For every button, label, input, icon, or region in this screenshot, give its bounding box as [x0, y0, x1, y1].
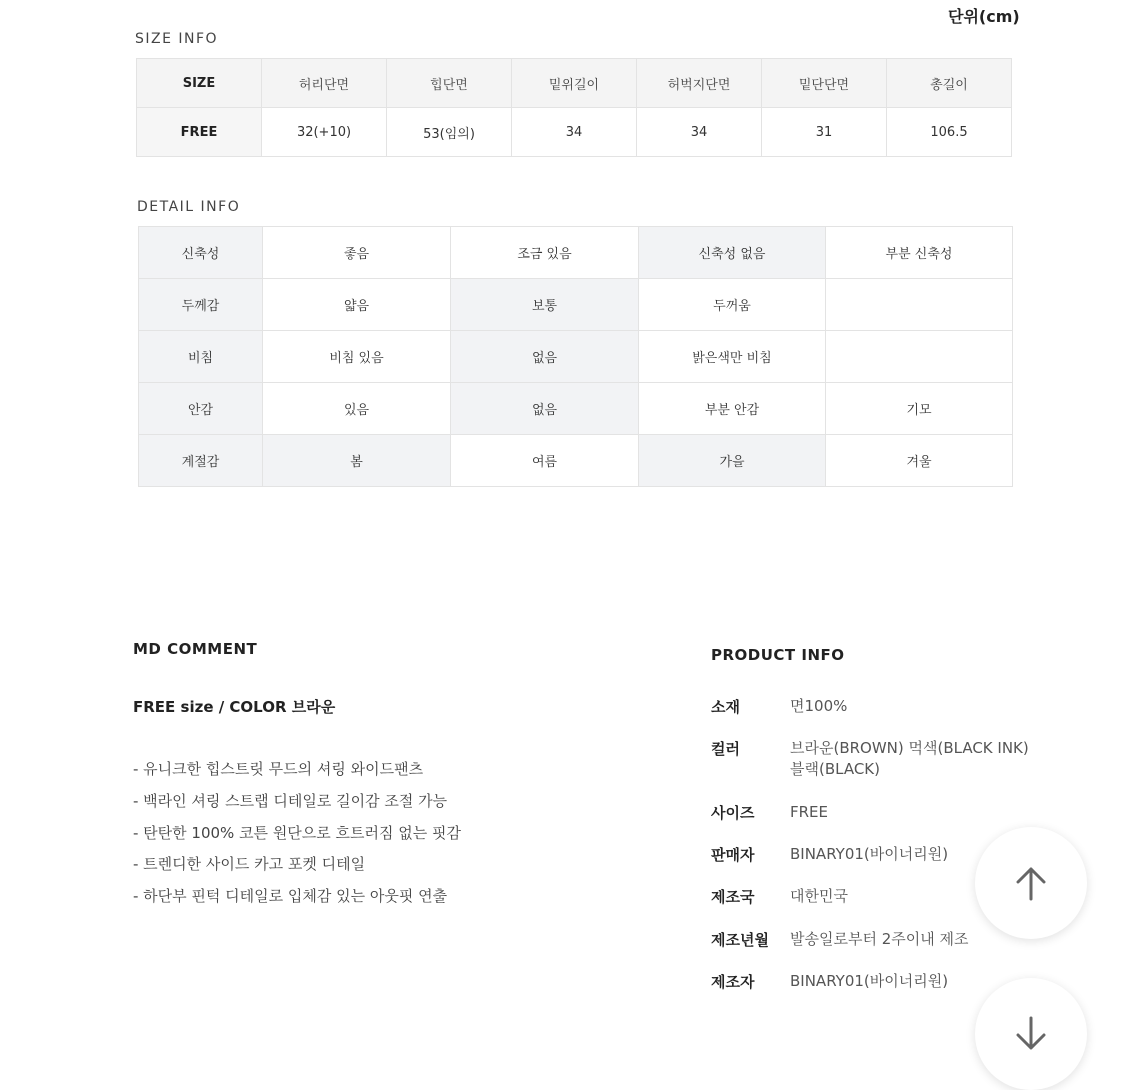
size-header-cell: 밑단단면	[762, 59, 887, 108]
detail-option: 있음	[263, 383, 451, 435]
detail-option: 얇음	[263, 279, 451, 331]
detail-table	[138, 226, 1013, 487]
detail-label: 안감	[139, 383, 263, 435]
info-key: 판매자	[711, 846, 755, 864]
arrow-up-icon	[1009, 861, 1053, 905]
detail-row	[139, 279, 1013, 331]
info-key: 소재	[711, 698, 740, 716]
product-info-title: PRODUCT INFO	[711, 646, 845, 664]
scroll-bottom-button[interactable]	[975, 978, 1087, 1090]
size-cell: FREE	[137, 108, 262, 157]
detail-option-selected: 보통	[451, 279, 639, 331]
detail-option: 기모	[826, 383, 1013, 435]
size-table	[136, 58, 1012, 157]
detail-option: 조금 있음	[451, 227, 639, 279]
detail-option	[826, 331, 1013, 383]
list-item: - 백라인 셔링 스트랩 디테일로 길이감 조절 가능	[133, 791, 448, 810]
size-header-row	[137, 59, 1012, 108]
detail-label: 신축성	[139, 227, 263, 279]
detail-option-selected: 없음	[451, 331, 639, 383]
detail-option: 부분 신축성	[826, 227, 1013, 279]
info-value: 브라운(BROWN) 먹색(BLACK INK)	[790, 739, 1029, 757]
detail-option-selected: 신축성 없음	[639, 227, 826, 279]
size-data-row	[137, 108, 1012, 157]
size-info-title: SIZE INFO	[135, 31, 219, 47]
info-value: 발송일로부터 2주이내 제조	[790, 930, 969, 948]
size-header-cell: 허리단면	[262, 59, 387, 108]
detail-option: 밝은색만 비침	[639, 331, 826, 383]
detail-row	[139, 383, 1013, 435]
md-comment-list	[133, 758, 461, 917]
detail-option: 부분 안감	[639, 383, 826, 435]
info-value: BINARY01(바이너리원)	[790, 972, 949, 990]
detail-option: 좋음	[263, 227, 451, 279]
info-key: 제조년월	[711, 931, 769, 949]
unit-label: 단위(cm)	[948, 7, 1020, 26]
detail-label: 비침	[139, 331, 263, 383]
detail-row	[139, 331, 1013, 383]
info-value: 대한민국	[790, 887, 848, 905]
info-value-line2: 블랙(BLACK)	[790, 760, 880, 778]
detail-option-selected: 가을	[639, 435, 826, 487]
info-key: 제조국	[711, 888, 755, 906]
detail-option-selected: 없음	[451, 383, 639, 435]
info-key: 컬러	[711, 740, 740, 758]
md-comment-subtitle: FREE size / COLOR 브라운	[133, 698, 336, 716]
info-value: 면100%	[790, 697, 848, 715]
detail-option: 겨울	[826, 435, 1013, 487]
size-cell: 34	[512, 108, 637, 157]
size-header-cell: 허벅지단면	[637, 59, 762, 108]
detail-option: 두꺼움	[639, 279, 826, 331]
size-header-cell: SIZE	[137, 59, 262, 108]
info-value: BINARY01(바이너리원)	[790, 845, 949, 863]
info-value: FREE	[790, 803, 829, 821]
detail-row	[139, 227, 1013, 279]
md-comment-title: MD COMMENT	[133, 640, 258, 658]
size-header-cell: 총길이	[887, 59, 1012, 108]
size-cell: 53(임의)	[387, 108, 512, 157]
detail-option-selected: 봄	[263, 435, 451, 487]
size-header-cell: 밑위길이	[512, 59, 637, 108]
list-item: - 유니크한 힙스트릿 무드의 셔링 와이드팬츠	[133, 760, 424, 778]
detail-info-title: DETAIL INFO	[137, 199, 241, 215]
arrow-down-icon	[1009, 1012, 1053, 1056]
detail-option	[826, 279, 1013, 331]
info-key: 사이즈	[711, 804, 755, 822]
size-cell: 31	[762, 108, 887, 157]
scroll-top-button[interactable]	[975, 827, 1087, 939]
size-cell: 106.5	[887, 108, 1012, 157]
list-item: - 탄탄한 100% 코튼 원단으로 흐트러짐 없는 핏감	[133, 823, 462, 842]
detail-option: 여름	[451, 435, 639, 487]
size-cell: 32(+10)	[262, 108, 387, 157]
detail-row	[139, 435, 1013, 487]
detail-option: 비침 있음	[263, 331, 451, 383]
size-cell: 34	[637, 108, 762, 157]
detail-label: 두께감	[139, 279, 263, 331]
detail-label: 계절감	[139, 435, 263, 487]
info-key: 제조자	[711, 973, 755, 991]
list-item: - 하단부 핀턱 디테일로 입체감 있는 아웃핏 연출	[133, 887, 448, 906]
list-item: - 트렌디한 사이드 카고 포켓 디테일	[133, 855, 366, 874]
size-header-cell: 힙단면	[387, 59, 512, 108]
